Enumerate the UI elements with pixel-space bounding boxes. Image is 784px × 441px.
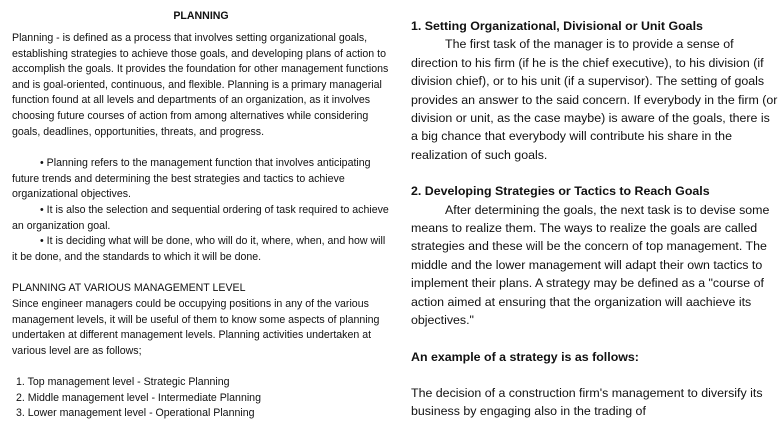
bullet-item-1: • Planning refers to the management function that involves anticipating future trends and determining the best strategies and tactics to achieve organizational objectives. bbox=[12, 157, 371, 201]
bullet-item-3: • It is deciding what will be done, who will do it, where, when, and how will it be done, and the standards to which it will be done. bbox=[12, 235, 386, 263]
list-item: 3. Lower management level - Operational Planning bbox=[16, 407, 255, 420]
page-title: PLANNING bbox=[173, 10, 229, 22]
example-heading: An example of a strategy is as follows: bbox=[411, 349, 639, 364]
section2-heading: 2. Developing Strategies or Tactics to Reach Goals bbox=[411, 184, 710, 199]
levels-text: Since engineer managers could be occupying positions in any of the various management levels, it will be useful of them to know some aspects of planning undertaken at different management levels. Planning activities undertaken at various level are as follows; bbox=[12, 297, 380, 357]
section1-heading: 1. Setting Organizational, Divisional or Unit Goals bbox=[411, 19, 703, 33]
levels-list bbox=[12, 375, 390, 422]
left-column bbox=[12, 0, 390, 422]
list-item: 2. Middle management level - Intermediate Planning bbox=[16, 391, 261, 404]
list-item: 1. Top management level - Strategic Planning bbox=[16, 376, 230, 389]
section1-text: The first task of the manager is to provide a sense of direction to his firm (if he is the chief executive), to his division (if division chief), or to his unit (if a supervisor). The setting of goals provides an answer to the said concern. If everybody in the firm (or division or unit, as the case maybe) is aware of the goals, there is a big chance that everybody will contribute his share in the realization of such goals. bbox=[411, 37, 778, 162]
right-column bbox=[411, 0, 779, 421]
example-text: The decision of a construction firm's management to diversify its business by engaging also in the trading of bbox=[411, 385, 763, 419]
section2-text: After determining the goals, the next task is to devise some means to realize them. The ways to realize the goals are called strategies and these will be the concern of top management. The middle and the lower management will adapt their own tactics to implement their plans. A strategy may be defined as a "course of action aimed at ensuring that the organization will aachieve its objectives." bbox=[411, 202, 770, 328]
planning-definition: Planning - is defined as a process that involves setting organizational goals, establishing strategies to achieve those goals, and developing plans of action to accomplish the goals. It provides the foundation for other management functions and is goal-oriented, continuous, and flexible. Planning is a primary managerial function found at all levels and departments of an organization, as it involves choosing future courses of action from among alternatives while considering goals, deadlines, opportunities, threats, and progress. bbox=[12, 32, 389, 138]
bullet-item-2: • It is also the selection and sequential ordering of task required to achieve an organization goal. bbox=[12, 203, 389, 232]
levels-heading: PLANNING AT VARIOUS MANAGEMENT LEVEL bbox=[12, 282, 246, 295]
